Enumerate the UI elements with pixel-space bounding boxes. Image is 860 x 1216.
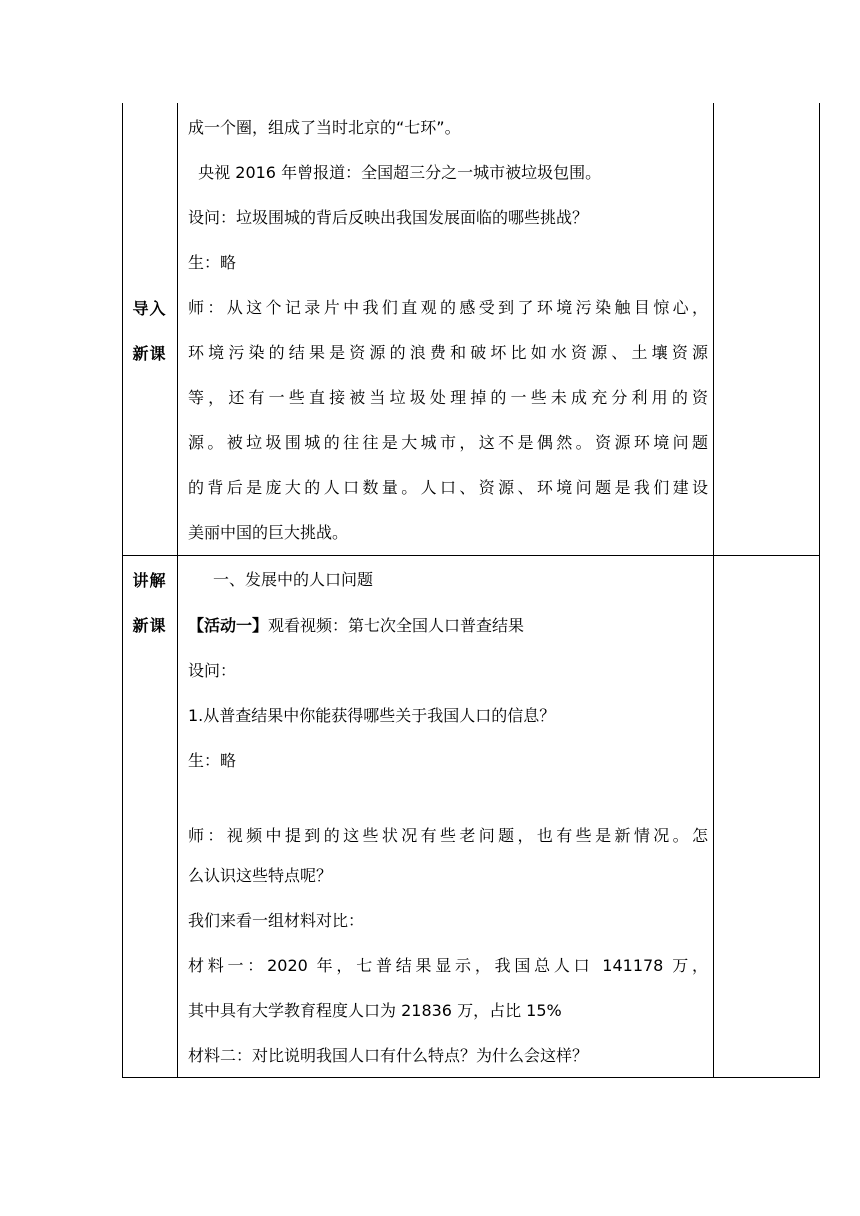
question-label: 设问： (188, 661, 237, 680)
intro-line: 的背后是庞大的人口数量。人口、资源、环境问题是我们建设 (188, 478, 708, 497)
intro-label-line1: 导入 (132, 299, 167, 318)
lecture-label-line1: 讲解 (132, 571, 167, 590)
material-1-line: 材料一：2020 年，七普结果显示，我国总人口 141178 万， (188, 956, 708, 975)
table-border-right (819, 103, 820, 1078)
table-row-divider (122, 555, 820, 556)
intro-line: 等，还有一些直接被当垃圾处理掉的一些未成充分利用的资 (188, 388, 708, 407)
section-title: 一、发展中的人口问题 (213, 570, 374, 589)
intro-label (122, 286, 177, 376)
table-border-bottom (122, 1077, 820, 1078)
intro-line: 环境污染的结果是资源的浪费和破坏比如水资源、土壤资源 (188, 343, 708, 362)
table-divider-label (177, 103, 178, 1078)
activity-bracket: 【活动一】 (188, 616, 269, 635)
question-1: 1.从普查结果中你能获得哪些关于我国人口的信息？ (188, 706, 556, 725)
intro-line: 生：略 (188, 253, 237, 272)
lecture-label (122, 558, 177, 648)
table-divider-notes (713, 103, 714, 1078)
intro-line: 师：从这个记录片中我们直观的感受到了环境污染触目惊心， (188, 298, 708, 317)
compare-intro: 我们来看一组材料对比： (188, 911, 365, 930)
intro-line: 成一个圈，组成了当时北京的“七环”。 (188, 118, 461, 137)
lecture-label-line2: 新课 (132, 616, 167, 635)
material-1-line: 其中具有大学教育程度人口为 21836 万，占比 15% (188, 1001, 562, 1020)
intro-line: 设问：垃圾围城的背后反映出我国发展面临的哪些挑战？ (188, 208, 589, 227)
intro-label-line2: 新课 (132, 344, 167, 363)
activity-text: 观看视频：第七次全国人口普查结果 (268, 616, 525, 635)
intro-line: 美丽中国的巨大挑战。 (188, 523, 349, 542)
student-answer: 生：略 (188, 751, 237, 770)
intro-line: 源。被垃圾围城的往往是大城市，这不是偶然。资源环境问题 (188, 433, 708, 452)
material-2: 材料二：对比说明我国人口有什么特点？为什么会这样？ (188, 1046, 589, 1065)
activity-line (188, 616, 708, 636)
teacher-line: 师：视频中提到的这些状况有些老问题，也有些是新情况。怎 (188, 826, 708, 845)
intro-line: 央视 2016 年曾报道：全国超三分之一城市被垃圾包围。 (188, 163, 602, 182)
teacher-line: 么认识这些特点呢？ (188, 866, 333, 885)
